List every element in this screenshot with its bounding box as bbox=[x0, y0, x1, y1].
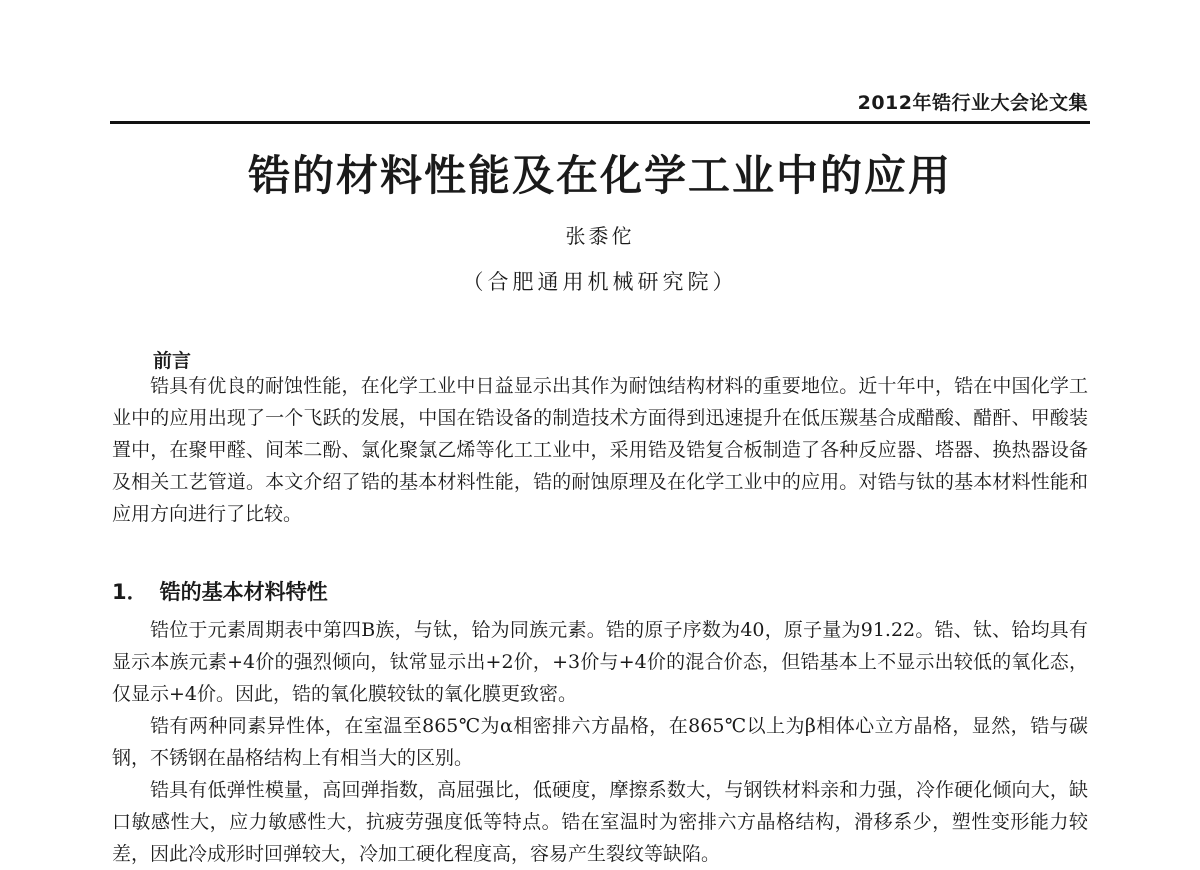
author-affiliation: （合肥通用机械研究院） bbox=[462, 270, 738, 294]
running-header: 2012年锆行业大会论文集 bbox=[857, 92, 1088, 114]
section-heading-text: 锆的基本材料特性 bbox=[159, 580, 328, 604]
section-paragraph-3: 锆具有低弹性模量，高回弹指数，高屈强比，低硬度，摩擦系数大，与钢铁材料亲和力强，冷作硬化倾向大，缺口敏感性大，应力敏感性大，抗疲劳强度低等特点。锆在室温时为密排六方晶格结构，滑移系少，塑性变形能力较差，因此冷成形时回弹较大，冷加工硬化程度高，容易产生裂纹等缺陷。 bbox=[112, 779, 1088, 865]
section-number: 1． bbox=[112, 580, 148, 604]
preface-paragraph: 锆具有优良的耐蚀性能，在化学工业中日益显示出其作为耐蚀结构材料的重要地位。近十年中，锆在中国化学工业中的应用出现了一个飞跃的发展，中国在锆设备的制造技术方面得到迅速提升在低压羰基合成醋酸、醋酐、甲酸装置中，在聚甲醛、间苯二酚、氯化聚氯乙烯等化工工业中，采用锆及锆复合板制造了各种反应器、塔器、换热器设备及相关工艺管道。本文介绍了锆的基本材料性能，锆的耐蚀原理及在化学工业中的应用。对锆与钛的基本材料性能和应用方向进行了比较。 bbox=[112, 375, 1088, 525]
section-1-heading bbox=[112, 576, 328, 606]
header-rule bbox=[110, 121, 1090, 124]
section-paragraph-1: 锆位于元素周期表中第四B族，与钛，铪为同族元素。锆的原子序数为40，原子量为91.22。锆、钛、铪均具有显示本族元素+4价的强烈倾向，钛常显示出+2价，+3价与+4价的混合价态，但锆基本上不显示出较低的氧化态，仅显示+4价。因此，锆的氧化膜较钛的氧化膜更致密。 bbox=[112, 619, 1088, 705]
section-1-body bbox=[112, 614, 1088, 870]
author-name: 张黍佗 bbox=[565, 224, 635, 248]
preface-heading: 前言 bbox=[153, 350, 192, 372]
paper-title: 锆的材料性能及在化学工业中的应用 bbox=[247, 151, 952, 200]
section-paragraph-2: 锆有两种同素异性体，在室温至865℃为α相密排六方晶格，在865℃以上为β相体心立方晶格，显然，锆与碳钢，不锈钢在晶格结构上有相当大的区别。 bbox=[112, 715, 1088, 769]
preface-body bbox=[112, 370, 1088, 530]
